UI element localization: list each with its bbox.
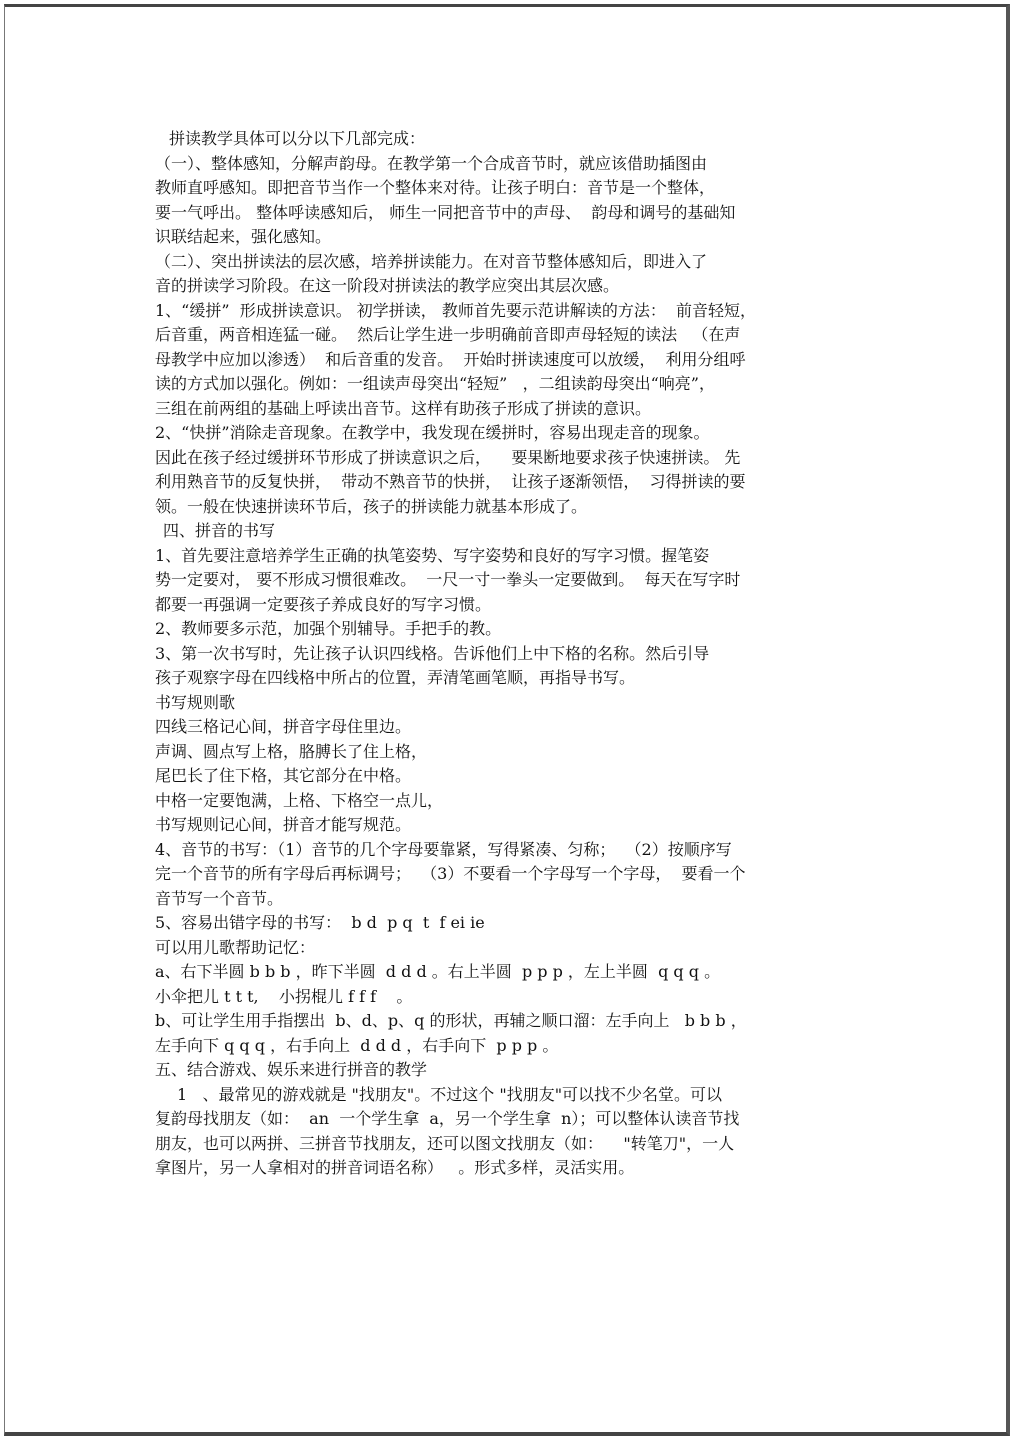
text-line: 1 、最常见的游戏就是 "找朋友"。不过这个 "找朋友"可以找不少名堂。可以 <box>177 1084 723 1104</box>
text-line: 后音重，两音相连猛一碰。 然后让学生进一步明确前音即声母轻短的读法 （在声 <box>155 325 741 344</box>
text-line: 1、首先要注意培养学生正确的执笔姿势、写字姿势和良好的写字习惯。握笔姿 <box>155 545 710 565</box>
text-line: 5、容易出错字母的书写： b d p q t f ei ie <box>155 913 485 932</box>
text-line: 4、音节的书写：（1）音节的几个字母要靠紧，写得紧凑、匀称； （2）按顺序写 <box>155 839 732 859</box>
text-line: 因此在孩子经过缓拼环节形成了拼读意识之后， 要果断地要求孩子快速拼读。 先 <box>155 447 741 467</box>
text-line: 小伞把儿 t t t, 小拐棍儿 f f f 。 <box>155 986 413 1006</box>
text-line: a、右下半圆 b b b ，昨下半圆 d d d 。右上半圆 p p p ，左上半圆 q q q 。 <box>155 962 721 981</box>
text-line: 音的拼读学习阶段。在这一阶段对拼读法的教学应突出其层次感。 <box>155 276 620 295</box>
text-line: 完一个音节的所有字母后再标调号； （3）不要看一个字母写一个字母， 要看一个 <box>155 864 746 883</box>
document-body <box>155 127 875 1181</box>
text-line: 书写规则歌 <box>155 692 236 712</box>
text-line: 可以用儿歌帮助记忆： <box>155 937 316 957</box>
text-line: 1、“缓拼” 形成拼读意识。 初学拼读， 教师首先要示范讲解读的方法： 前音轻短， <box>155 300 757 320</box>
text-line: 识联结起来，强化感知。 <box>155 227 332 246</box>
text-line: 母教学中应加以渗透） 和后音重的发音。 开始时拼读速度可以放缓， 利用分组呼 <box>155 349 746 369</box>
text-line: 都要一再强调一定要孩子养成良好的写字习惯。 <box>155 594 492 614</box>
text-line: 音节写一个音节。 <box>155 888 284 908</box>
text-line: 四、拼音的书写 <box>163 521 276 540</box>
text-line: 五、结合游戏、娱乐来进行拼音的教学 <box>155 1060 428 1079</box>
text-line: 四线三格记心间，拼音字母住里边。 <box>155 717 412 736</box>
text-line: （二）、突出拼读法的层次感，培养拼读能力。在对音节整体感知后，即进入了 <box>155 251 708 271</box>
text-line: 2、教师要多示范，加强个别辅导。手把手的教。 <box>155 619 502 638</box>
text-line: 复韵母找朋友（如： an 一个学生拿 a，另一个学生拿 n）；可以整体认读音节找 <box>155 1109 740 1128</box>
text-line: 领。一般在快速拼读环节后，孩子的拼读能力就基本形成了。 <box>155 496 588 516</box>
text-line: 书写规则记心间，拼音才能写规范。 <box>155 815 412 834</box>
text-line: 势一定要对， 要不形成习惯很难改。 一尺一寸一拳头一定要做到。 每天在写字时 <box>155 570 741 589</box>
text-line: 朋友，也可以两拼、三拼音节找朋友，还可以图文找朋友（如： "转笔刀"，一人 <box>155 1133 735 1153</box>
text-line: 中格一定要饱满，上格、下格空一点儿， <box>155 790 444 810</box>
text-line: 孩子观察字母在四线格中所占的位置，弄清笔画笔顺，再指导书写。 <box>155 668 636 687</box>
text-line: 利用熟音节的反复快拼， 带动不熟音节的快拼， 让孩子逐渐领悟， 习得拼读的要 <box>155 472 746 491</box>
text-line: 声调、圆点写上格，胳膊长了住上格， <box>155 741 428 761</box>
text-line: 尾巴长了住下格，其它部分在中格。 <box>155 766 412 785</box>
text-line: 教师直呼感知。即把音节当作一个整体来对待。让孩子明白：音节是一个整体， <box>155 178 716 197</box>
text-line: 读的方式加以强化。例如：一组读声母突出“轻短” ，二组读韵母突出“响亮”， <box>155 374 715 393</box>
text-line: （一）、整体感知，分解声韵母。在教学第一个合成音节时，就应该借助插图由 <box>155 153 708 173</box>
text-line: b、可让学生用手指摆出 b、d、p、q 的形状，再辅之顺口溜：左手向上 b b b ， <box>155 1011 747 1030</box>
text-line: 3、第一次书写时，先让孩子认识四线格。告诉他们上中下格的名称。然后引导 <box>155 643 710 663</box>
text-line: 拿图片，另一人拿相对的拼音词语名称） 。形式多样，灵活实用。 <box>155 1158 635 1177</box>
text-line: 左手向下 q q q ，右手向上 d d d ，右手向下 p p p 。 <box>155 1035 559 1055</box>
text-line: 三组在前两组的基础上呼读出音节。这样有助孩子形成了拼读的意识。 <box>155 398 652 418</box>
text-line: 2、“快拼”消除走音现象。在教学中，我发现在缓拼时，容易出现走音的现象。 <box>155 423 710 442</box>
text-line: 要一气呼出。 整体呼读感知后， 师生一同把音节中的声母、 韵母和调号的基础知 <box>155 202 736 222</box>
text-line: 拼读教学具体可以分以下几部完成： <box>169 129 426 148</box>
